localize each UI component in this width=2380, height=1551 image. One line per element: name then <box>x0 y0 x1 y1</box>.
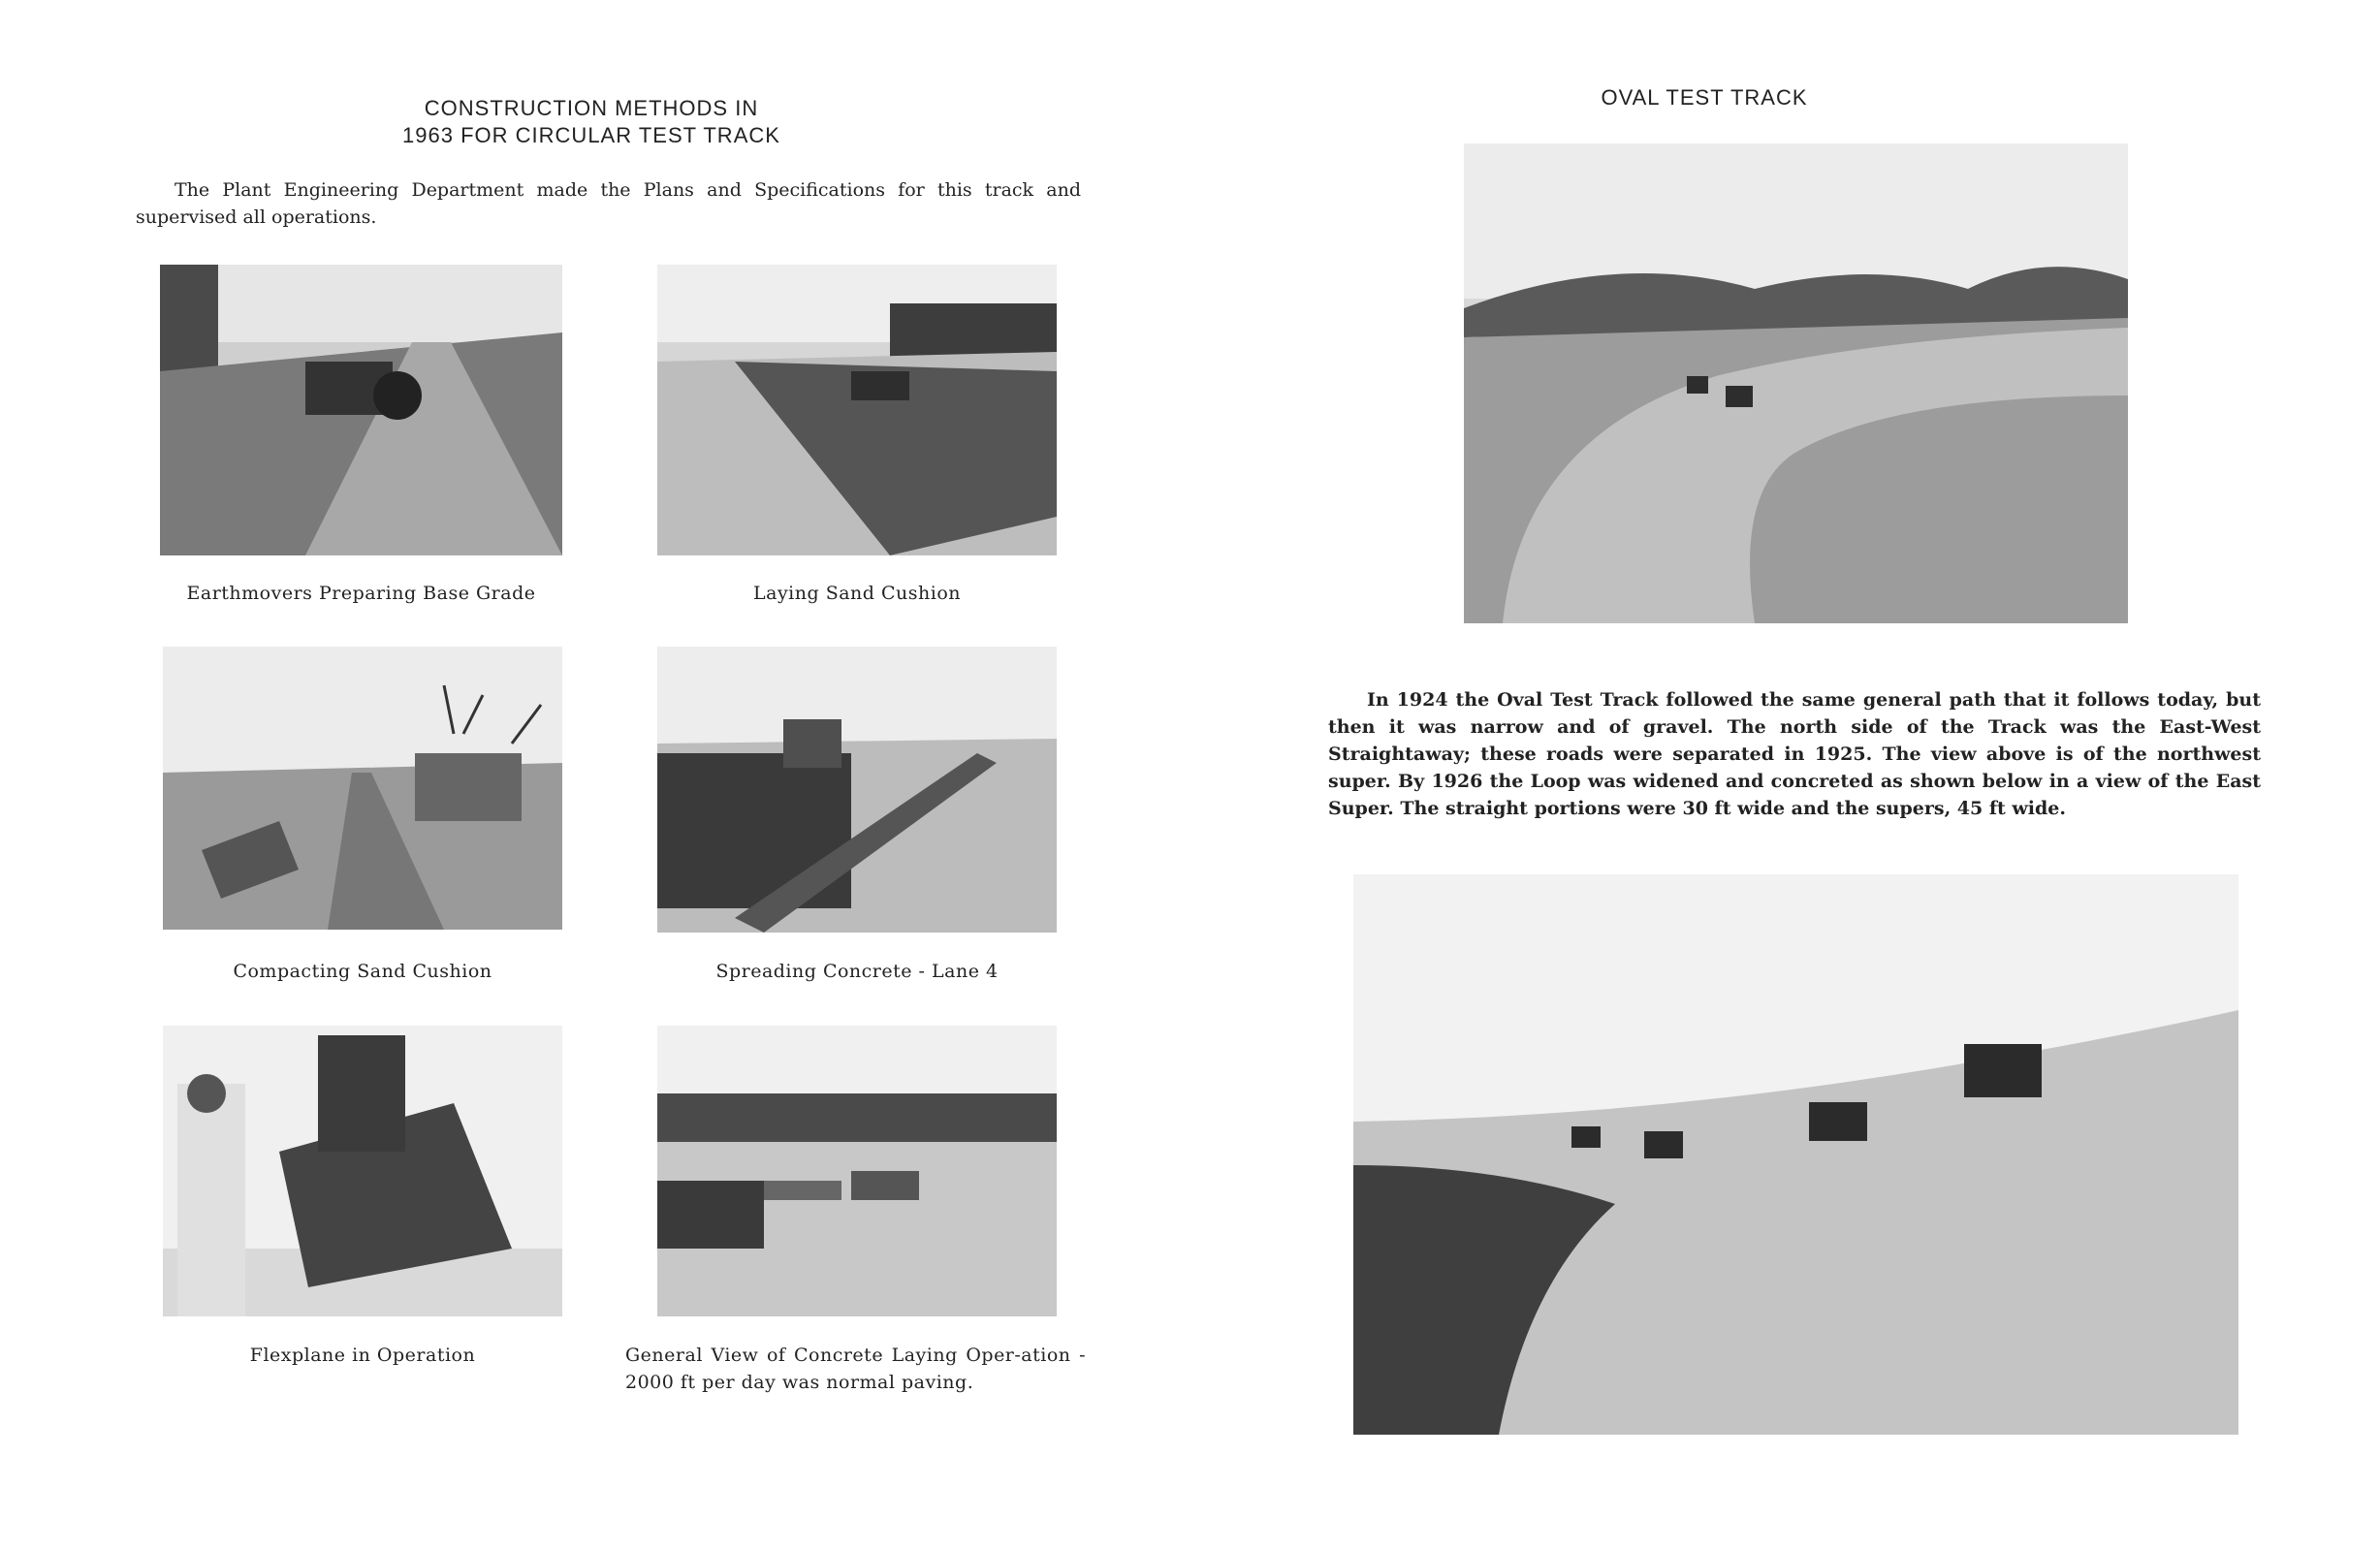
photo-general-view <box>657 1026 1057 1316</box>
caption-sand-cushion: Laying Sand Cushion <box>753 583 961 604</box>
right-page <box>1190 0 2380 1551</box>
photo-oval-track-1924 <box>1464 143 2128 623</box>
title-line-1: CONSTRUCTION METHODS IN <box>424 96 759 120</box>
left-page-title <box>349 95 834 149</box>
photo-spreading-concrete <box>657 647 1057 933</box>
caption-general-view: General View of Concrete Laying Oper-ation - 2000 ft per day was normal paving. <box>625 1345 1086 1393</box>
right-page-title: OVAL TEST TRACK <box>1601 85 1808 110</box>
photo-sand-cushion <box>657 265 1057 555</box>
caption-earthmovers: Earthmovers Preparing Base Grade <box>186 583 536 604</box>
intro-paragraph: The Plant Engineering Department made the Plans and Specifications for this track and supervised all operations. <box>136 179 1081 228</box>
photo-earthmovers <box>160 265 562 555</box>
title-line-2: 1963 FOR CIRCULAR TEST TRACK <box>402 123 780 147</box>
caption-spreading-concrete: Spreading Concrete - Lane 4 <box>715 961 999 982</box>
photo-east-super-1926 <box>1353 874 2238 1435</box>
photo-flexplane <box>163 1026 562 1316</box>
caption-flexplane: Flexplane in Operation <box>249 1345 476 1366</box>
caption-compacting: Compacting Sand Cushion <box>233 961 492 982</box>
photo-compacting <box>163 647 562 930</box>
history-paragraph: In 1924 the Oval Test Track followed the same general path that it follows today, but then it was narrow and of gravel. The north side of the Track was the East-West Straightaway; these roads were separated in 1925. The view above is of the northwest super. By 1926 the Loop was widened and concreted as shown below in a view of the East Super. The straight portions were 30 ft wide and the supers, 45 ft wide. <box>1328 689 2261 819</box>
